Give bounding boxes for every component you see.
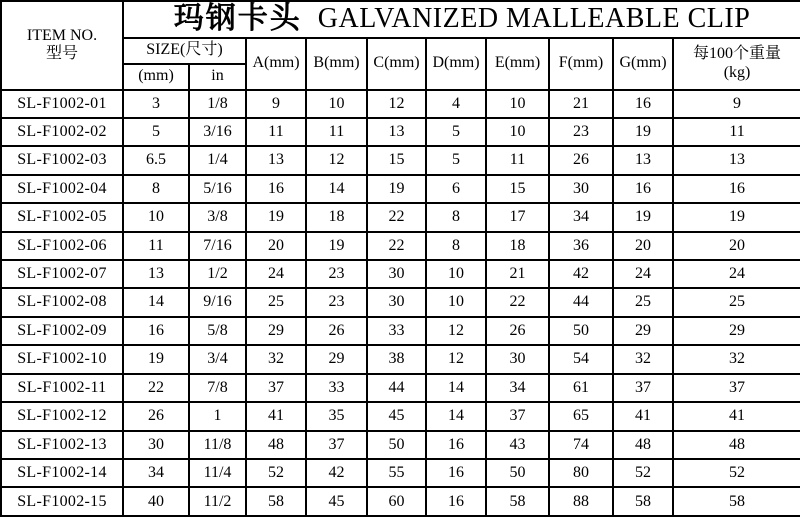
- value-cell: 10: [486, 118, 549, 146]
- size-header: SIZE(尺寸): [123, 38, 246, 64]
- value-cell: 37: [246, 374, 306, 402]
- table-row: [1, 118, 800, 146]
- value-cell: 48: [673, 431, 800, 459]
- value-cell: 35: [306, 402, 367, 430]
- value-cell: 11: [486, 146, 549, 174]
- value-cell: 55: [367, 459, 426, 487]
- value-cell: 30: [486, 345, 549, 373]
- value-cell: 50: [549, 317, 613, 345]
- value-cell: 11/4: [189, 459, 246, 487]
- value-cell: 10: [486, 90, 549, 118]
- value-cell: 13: [673, 146, 800, 174]
- column-header-d: D(mm): [426, 38, 486, 90]
- value-cell: 24: [246, 260, 306, 288]
- value-cell: 1/4: [189, 146, 246, 174]
- value-cell: 38: [367, 345, 426, 373]
- column-header-e: E(mm): [486, 38, 549, 90]
- value-cell: 10: [426, 260, 486, 288]
- value-cell: 37: [673, 374, 800, 402]
- item-no-header: [1, 1, 123, 90]
- value-cell: 5: [426, 118, 486, 146]
- table-row: [1, 317, 800, 345]
- title-english: GALVANIZED MALLEABLE CLIP: [317, 3, 751, 35]
- value-cell: 34: [486, 374, 549, 402]
- value-cell: 40: [123, 487, 189, 516]
- value-cell: 12: [367, 90, 426, 118]
- value-cell: 16: [613, 175, 673, 203]
- column-header-b: B(mm): [306, 38, 367, 90]
- value-cell: 5/8: [189, 317, 246, 345]
- value-cell: 3: [123, 90, 189, 118]
- value-cell: 26: [306, 317, 367, 345]
- column-header-g: G(mm): [613, 38, 673, 90]
- value-cell: 6: [426, 175, 486, 203]
- table-row: [1, 402, 800, 430]
- table-row: [1, 345, 800, 373]
- value-cell: 14: [123, 288, 189, 316]
- value-cell: 37: [486, 402, 549, 430]
- table-row: [1, 487, 800, 516]
- value-cell: 41: [613, 402, 673, 430]
- value-cell: 1/2: [189, 260, 246, 288]
- value-cell: 18: [306, 203, 367, 231]
- item-no-cell: SL-F1002-02: [1, 118, 123, 146]
- value-cell: 16: [426, 459, 486, 487]
- value-cell: 3/8: [189, 203, 246, 231]
- value-cell: 14: [306, 175, 367, 203]
- value-cell: 33: [367, 317, 426, 345]
- value-cell: 13: [123, 260, 189, 288]
- value-cell: 20: [673, 232, 800, 260]
- value-cell: 6.5: [123, 146, 189, 174]
- value-cell: 11: [123, 232, 189, 260]
- value-cell: 7/16: [189, 232, 246, 260]
- item-no-cell: SL-F1002-10: [1, 345, 123, 373]
- value-cell: 54: [549, 345, 613, 373]
- value-cell: 3/16: [189, 118, 246, 146]
- value-cell: 37: [613, 374, 673, 402]
- value-cell: 42: [549, 260, 613, 288]
- value-cell: 88: [549, 487, 613, 516]
- value-cell: 25: [673, 288, 800, 316]
- value-cell: 11: [306, 118, 367, 146]
- value-cell: 25: [613, 288, 673, 316]
- value-cell: 8: [123, 175, 189, 203]
- value-cell: 58: [673, 487, 800, 516]
- value-cell: 36: [549, 232, 613, 260]
- table-row: [1, 203, 800, 231]
- value-cell: 16: [426, 431, 486, 459]
- weight-header-label: 每100个重量: [693, 45, 782, 63]
- value-cell: 45: [306, 487, 367, 516]
- value-cell: 80: [549, 459, 613, 487]
- value-cell: 23: [549, 118, 613, 146]
- value-cell: 37: [306, 431, 367, 459]
- size-unit-mm-header: (mm): [123, 64, 189, 90]
- value-cell: 12: [426, 317, 486, 345]
- value-cell: 5/16: [189, 175, 246, 203]
- value-cell: 61: [549, 374, 613, 402]
- value-cell: 41: [673, 402, 800, 430]
- value-cell: 13: [613, 146, 673, 174]
- value-cell: 32: [246, 345, 306, 373]
- value-cell: 11/2: [189, 487, 246, 516]
- value-cell: 23: [306, 260, 367, 288]
- value-cell: 58: [486, 487, 549, 516]
- value-cell: 21: [486, 260, 549, 288]
- value-cell: 20: [613, 232, 673, 260]
- item-no-cell: SL-F1002-03: [1, 146, 123, 174]
- value-cell: 50: [486, 459, 549, 487]
- value-cell: 48: [246, 431, 306, 459]
- value-cell: 21: [549, 90, 613, 118]
- value-cell: 16: [123, 317, 189, 345]
- table-title: [123, 1, 800, 38]
- value-cell: 19: [306, 232, 367, 260]
- value-cell: 9: [246, 90, 306, 118]
- value-cell: 19: [123, 345, 189, 373]
- item-no-header-cn: 型号: [45, 45, 78, 63]
- item-no-cell: SL-F1002-11: [1, 374, 123, 402]
- item-no-header-en: ITEM NO.: [26, 26, 98, 44]
- value-cell: 16: [673, 175, 800, 203]
- value-cell: 4: [426, 90, 486, 118]
- value-cell: 30: [367, 288, 426, 316]
- column-header-c: C(mm): [367, 38, 426, 90]
- value-cell: 58: [613, 487, 673, 516]
- item-no-cell: SL-F1002-07: [1, 260, 123, 288]
- value-cell: 8: [426, 232, 486, 260]
- value-cell: 52: [246, 459, 306, 487]
- value-cell: 34: [549, 203, 613, 231]
- value-cell: 30: [367, 260, 426, 288]
- value-cell: 20: [246, 232, 306, 260]
- value-cell: 5: [123, 118, 189, 146]
- value-cell: 16: [426, 487, 486, 516]
- value-cell: 58: [246, 487, 306, 516]
- title-row: [1, 1, 800, 38]
- value-cell: 32: [673, 345, 800, 373]
- item-no-cell: SL-F1002-14: [1, 459, 123, 487]
- item-no-cell: SL-F1002-04: [1, 175, 123, 203]
- value-cell: 45: [367, 402, 426, 430]
- table-row: [1, 374, 800, 402]
- table-row: [1, 90, 800, 118]
- title-chinese: 玛钢卡头: [173, 2, 302, 35]
- value-cell: 33: [306, 374, 367, 402]
- item-no-cell: SL-F1002-01: [1, 90, 123, 118]
- column-header-a: A(mm): [246, 38, 306, 90]
- value-cell: 10: [123, 203, 189, 231]
- value-cell: 18: [486, 232, 549, 260]
- size-unit-in-header: in: [189, 64, 246, 90]
- value-cell: 30: [549, 175, 613, 203]
- value-cell: 32: [613, 345, 673, 373]
- value-cell: 22: [367, 232, 426, 260]
- value-cell: 1/8: [189, 90, 246, 118]
- value-cell: 43: [486, 431, 549, 459]
- item-no-cell: SL-F1002-09: [1, 317, 123, 345]
- table-row: [1, 232, 800, 260]
- value-cell: 7/8: [189, 374, 246, 402]
- table-body: [1, 90, 800, 517]
- value-cell: 13: [367, 118, 426, 146]
- value-cell: 34: [123, 459, 189, 487]
- item-no-cell: SL-F1002-05: [1, 203, 123, 231]
- value-cell: 14: [426, 374, 486, 402]
- item-no-cell: SL-F1002-08: [1, 288, 123, 316]
- value-cell: 52: [613, 459, 673, 487]
- value-cell: 48: [613, 431, 673, 459]
- weight-header: [673, 38, 800, 90]
- value-cell: 44: [549, 288, 613, 316]
- value-cell: 15: [367, 146, 426, 174]
- table-row: [1, 175, 800, 203]
- value-cell: 19: [613, 203, 673, 231]
- value-cell: 22: [367, 203, 426, 231]
- value-cell: 26: [123, 402, 189, 430]
- table-row: [1, 459, 800, 487]
- item-no-cell: SL-F1002-12: [1, 402, 123, 430]
- value-cell: 65: [549, 402, 613, 430]
- column-header-f: F(mm): [549, 38, 613, 90]
- value-cell: 29: [613, 317, 673, 345]
- item-no-cell: SL-F1002-06: [1, 232, 123, 260]
- value-cell: 23: [306, 288, 367, 316]
- value-cell: 12: [306, 146, 367, 174]
- value-cell: 22: [486, 288, 549, 316]
- value-cell: 1: [189, 402, 246, 430]
- table-row: [1, 288, 800, 316]
- value-cell: 10: [306, 90, 367, 118]
- value-cell: 29: [246, 317, 306, 345]
- value-cell: 19: [367, 175, 426, 203]
- value-cell: 24: [613, 260, 673, 288]
- value-cell: 9/16: [189, 288, 246, 316]
- value-cell: 13: [246, 146, 306, 174]
- value-cell: 3/4: [189, 345, 246, 373]
- value-cell: 26: [549, 146, 613, 174]
- value-cell: 29: [306, 345, 367, 373]
- value-cell: 11: [673, 118, 800, 146]
- table-row: [1, 146, 800, 174]
- value-cell: 14: [426, 402, 486, 430]
- value-cell: 5: [426, 146, 486, 174]
- value-cell: 26: [486, 317, 549, 345]
- value-cell: 12: [426, 345, 486, 373]
- value-cell: 42: [306, 459, 367, 487]
- value-cell: 16: [613, 90, 673, 118]
- item-no-cell: SL-F1002-13: [1, 431, 123, 459]
- value-cell: 29: [673, 317, 800, 345]
- value-cell: 9: [673, 90, 800, 118]
- value-cell: 24: [673, 260, 800, 288]
- table-row: [1, 431, 800, 459]
- value-cell: 11/8: [189, 431, 246, 459]
- table-row: [1, 260, 800, 288]
- value-cell: 41: [246, 402, 306, 430]
- value-cell: 60: [367, 487, 426, 516]
- value-cell: 30: [123, 431, 189, 459]
- value-cell: 52: [673, 459, 800, 487]
- value-cell: 19: [613, 118, 673, 146]
- value-cell: 19: [246, 203, 306, 231]
- value-cell: 44: [367, 374, 426, 402]
- value-cell: 16: [246, 175, 306, 203]
- item-no-cell: SL-F1002-15: [1, 487, 123, 516]
- value-cell: 10: [426, 288, 486, 316]
- value-cell: 17: [486, 203, 549, 231]
- weight-header-unit: (kg): [723, 63, 751, 81]
- value-cell: 11: [246, 118, 306, 146]
- value-cell: 25: [246, 288, 306, 316]
- value-cell: 74: [549, 431, 613, 459]
- value-cell: 22: [123, 374, 189, 402]
- value-cell: 50: [367, 431, 426, 459]
- value-cell: 19: [673, 203, 800, 231]
- value-cell: 15: [486, 175, 549, 203]
- value-cell: 8: [426, 203, 486, 231]
